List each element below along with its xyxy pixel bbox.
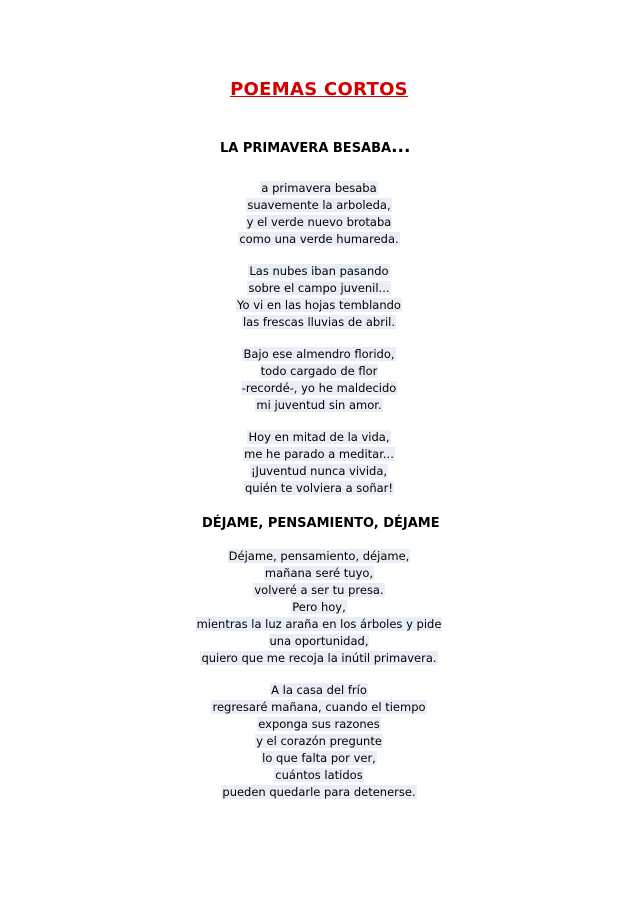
poem-line-text: pueden quedarle para detenerse. xyxy=(222,785,416,799)
poem-line-text: regresaré mañana, cuando el tiempo xyxy=(212,700,426,714)
poem-line-text: y el corazón pregunte xyxy=(256,734,382,748)
poem-line xyxy=(0,784,638,801)
poem-line-text: sobre el campo juvenil... xyxy=(248,281,390,295)
poem-line-text: A la casa del frío xyxy=(271,683,367,697)
poem-1-stanza-4 xyxy=(0,429,638,497)
poem-line xyxy=(0,197,638,214)
poem-line-text: quién te volviera a soñar! xyxy=(245,481,393,495)
poem-line xyxy=(0,280,638,297)
poem-line-text: Yo vi en las hojas temblando xyxy=(237,298,401,312)
poem-2-stanza-1 xyxy=(0,548,638,667)
poem-line-text: exponga sus razones xyxy=(258,717,380,731)
poem-line-text: Déjame, pensamiento, déjame, xyxy=(228,549,410,563)
stanza-gap xyxy=(0,667,638,682)
poem-line-text: suavemente la arboleda, xyxy=(247,198,391,212)
poem-2-heading: DÉJAME, PENSAMIENTO, DÉJAME xyxy=(202,516,440,531)
poem-line xyxy=(0,650,638,667)
poem-line-text: Las nubes iban pasando xyxy=(249,264,389,278)
poem-line-text: y el verde nuevo brotaba xyxy=(246,215,392,229)
poem-1-stanza-3 xyxy=(0,346,638,414)
poem-1-stanza-2 xyxy=(0,263,638,331)
poem-1-body xyxy=(0,180,638,497)
poem-line xyxy=(0,231,638,248)
poem-line xyxy=(0,397,638,414)
poem-line xyxy=(0,699,638,716)
poem-line-text: mientras la luz araña en los árboles y pide xyxy=(196,617,442,631)
poem-line xyxy=(0,363,638,380)
poem-line xyxy=(0,716,638,733)
poem-1-stanza-1 xyxy=(0,180,638,248)
poem-line-text: mi juventud sin amor. xyxy=(256,398,382,412)
stanza-gap xyxy=(0,414,638,429)
poem-line xyxy=(0,682,638,699)
poem-line-text: las frescas lluvias de abril. xyxy=(242,315,396,329)
poem-line-text: volveré a ser tu presa. xyxy=(254,583,384,597)
poem-line xyxy=(0,446,638,463)
poem-line-text: cuántos latidos xyxy=(275,768,363,782)
poem-1-heading-text: LA PRIMAVERA BESABA xyxy=(220,141,392,156)
poem-2-stanza-2 xyxy=(0,682,638,801)
poem-line-text: Hoy en mitad de la vida, xyxy=(248,430,390,444)
stanza-gap xyxy=(0,248,638,263)
poem-line xyxy=(0,616,638,633)
poem-line-text: lo que falta por ver, xyxy=(262,751,376,765)
poem-line xyxy=(0,767,638,784)
document-title xyxy=(0,79,638,101)
poem-line-text: a primavera besaba xyxy=(261,181,377,195)
poem-1-heading-suffix: ... xyxy=(391,137,411,157)
poem-2-body xyxy=(0,548,638,801)
poem-line-text: Bajo ese almendro florido, xyxy=(243,347,395,361)
poem-line xyxy=(0,548,638,565)
poem-line xyxy=(0,633,638,650)
poem-line-text: quiero que me recoja la inútil primavera. xyxy=(201,651,437,665)
poem-line xyxy=(0,480,638,497)
poem-line-text: -recordé-, yo he maldecido xyxy=(241,381,397,395)
poem-line xyxy=(0,380,638,397)
poem-line xyxy=(0,180,638,197)
poem-line xyxy=(0,263,638,280)
document-title-text: POEMAS CORTOS xyxy=(230,79,408,100)
stanza-gap xyxy=(0,331,638,346)
poem-line-text: una oportunidad, xyxy=(269,634,369,648)
poem-line xyxy=(0,599,638,616)
poem-line-text: todo cargado de flor xyxy=(260,364,378,378)
poem-line xyxy=(0,463,638,480)
poem-line xyxy=(0,214,638,231)
poem-line xyxy=(0,314,638,331)
poem-line-text: ¡Juventud nunca vivida, xyxy=(250,464,388,478)
poem-line xyxy=(0,750,638,767)
poem-line xyxy=(0,565,638,582)
poem-line xyxy=(0,297,638,314)
poem-line-text: mañana seré tuyo, xyxy=(264,566,374,580)
poem-line-text: me he parado a meditar... xyxy=(244,447,394,461)
poem-line xyxy=(0,429,638,446)
poem-line-text: Pero hoy, xyxy=(292,600,346,614)
poem-line xyxy=(0,733,638,750)
poem-line xyxy=(0,346,638,363)
poem-1-heading xyxy=(220,138,410,158)
poem-line xyxy=(0,582,638,599)
poem-line-text: como una verde humareda. xyxy=(239,232,399,246)
